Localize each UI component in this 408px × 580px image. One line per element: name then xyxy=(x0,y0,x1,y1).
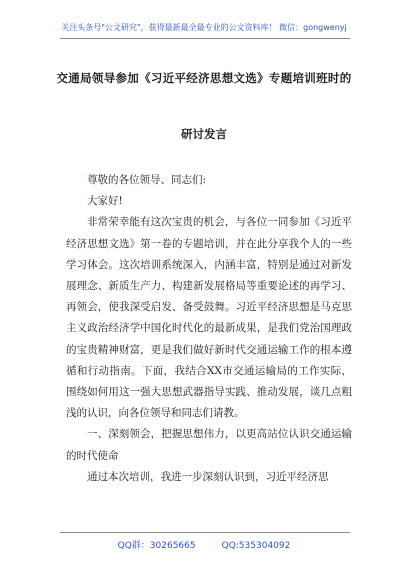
document-subtitle: 研讨发言 xyxy=(181,127,227,141)
section-heading-1: 一、深刻领会，把握思想伟力，以更高站位认识交通运输的时代使命 xyxy=(66,428,352,462)
footer-divider xyxy=(60,532,350,533)
footer-qq: QQ:535304092 xyxy=(221,541,291,551)
header-divider xyxy=(60,38,350,39)
paragraph-2-start: 通过本次培训，我进一步深刻认识到，习近平经济思 xyxy=(87,470,329,483)
paragraph-intro: 非常荣幸能有这次宝贵的机会，与各位一同参加《习近平经济思想文选》第一卷的专题培训，并在此分享我个人的一些学习体会。这次培训系统深入，内涵丰富，特别是通过对新发展理念、新质生产力、构建新发展格局等重要论述的再学习、再领会，使我深受启发、备受鼓舞。习近平经济思想是马克思主义政治经济学中国化时代化的最新成果，是我们党治国理政的宝贵精神财富，更是我们做好新时代交通运输工作的根本遵循和行动指南。下面，我结合XX市交通运输局的工作实际，围绕如何用这一强大思想武器指导实践、推动发展，谈几点粗浅的认识，向各位领导和同志们请教。 xyxy=(66,216,352,420)
footer-qq-group: QQ群：30265665 xyxy=(117,541,196,551)
document-body xyxy=(66,170,352,488)
document-title: 交通局领导参加《习近平经济思想文选》专题培训班时的 xyxy=(56,71,352,85)
header-note: 关注头条号"公文研究"，获得最新最全最专业的公文资料库！ 微信：gongwenyj xyxy=(61,23,347,32)
greeting: 大家好! xyxy=(87,195,123,208)
salutation: 尊敬的各位领导、同志们: xyxy=(87,174,207,186)
footer-contact xyxy=(0,538,408,551)
